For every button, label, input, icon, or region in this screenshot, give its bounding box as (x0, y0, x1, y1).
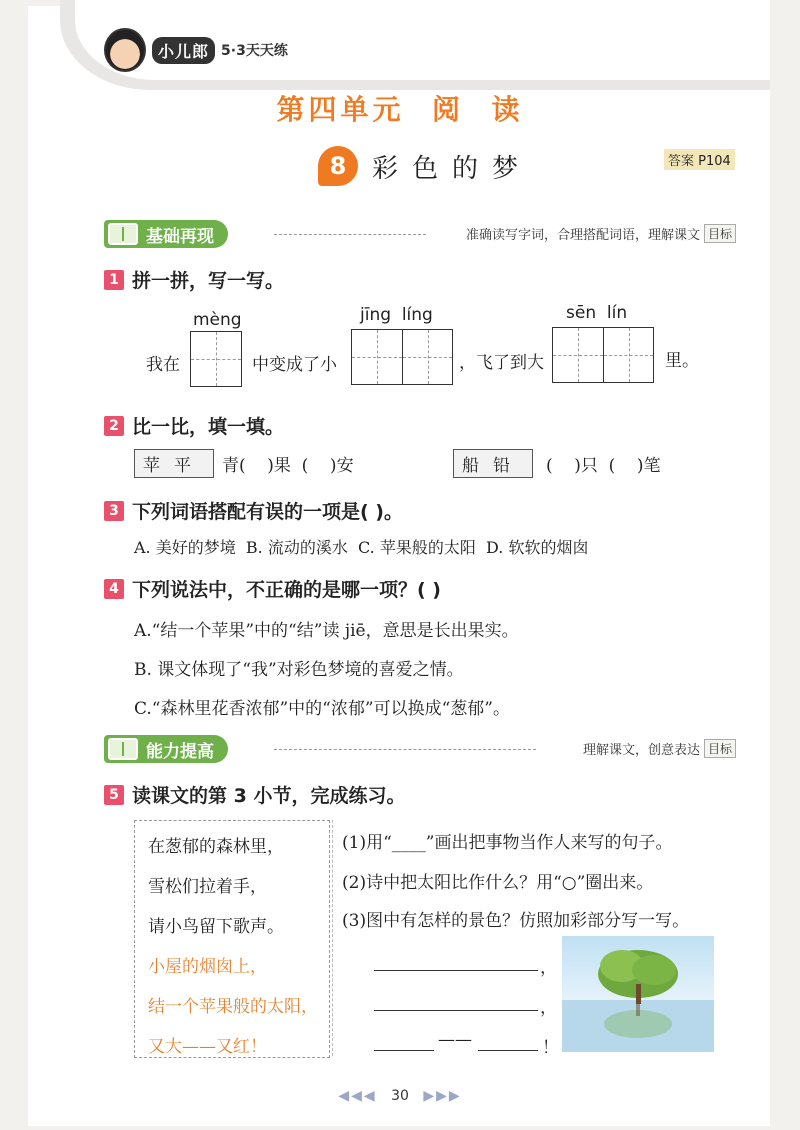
brand-name: 小儿郎 (152, 37, 215, 64)
punctuation-dash: —— (438, 1030, 472, 1050)
section-divider (274, 749, 536, 750)
q2-fill-1[interactable]: 青( )果 ( )安 (222, 456, 354, 476)
answer-blank[interactable] (374, 970, 538, 971)
punctuation-comma: ， (540, 998, 557, 1018)
writing-grid-meng[interactable] (190, 331, 242, 387)
question-2 (104, 412, 284, 439)
answer-blank[interactable] (374, 1050, 434, 1051)
question-number: 5 (104, 785, 124, 805)
q4-option-a: A.“结一个苹果”中的“结”读 jiē，意思是长出果实。 (134, 621, 519, 641)
char-compare-box-1: 苹平 (134, 449, 214, 478)
lesson-heading (318, 146, 532, 186)
char-compare-box-2: 船铅 (453, 449, 533, 478)
poem-line-highlighted: 又大——又红！ (148, 1037, 267, 1057)
q5-task-2: (2)诗中把太阳比作什么？用“○”圈出来。 (342, 873, 654, 893)
writing-cell[interactable] (352, 330, 402, 384)
next-arrows-icon: ▶▶▶ (423, 1088, 462, 1104)
question-number: 2 (104, 416, 124, 436)
section-ability-badge (104, 735, 228, 763)
question-title: 读课文的第 3 小节，完成练习。 (132, 785, 406, 807)
poem-line: 请小鸟留下歌声。 (148, 917, 284, 937)
section-basic-badge (104, 220, 228, 248)
book-icon (108, 223, 138, 245)
pinyin-jingling: jīng líng (360, 305, 433, 325)
section-basic-goal (462, 224, 736, 243)
q1-text-2: 中变成了小 (252, 355, 337, 375)
pinyin-senlin: sēn lín (566, 303, 628, 323)
question-1 (104, 266, 284, 293)
writing-grid-jingling[interactable] (351, 329, 453, 385)
prev-arrows-icon: ◀◀◀ (338, 1088, 377, 1104)
poem-line-highlighted: 小屋的烟囱上， (148, 957, 267, 977)
brand-logo (104, 28, 288, 72)
q4-option-c: C.“森林里花香浓郁”中的“浓郁”可以换成“葱郁”。 (134, 699, 510, 719)
goal-tag: 目标 (704, 739, 736, 758)
q2-fill-2[interactable]: ( )只 ( )笔 (546, 456, 661, 476)
question-number: 3 (104, 501, 124, 521)
question-3 (104, 497, 403, 524)
question-title: 拼一拼，写一写。 (132, 270, 285, 292)
writing-cell[interactable] (553, 328, 603, 382)
section-ability (104, 735, 736, 765)
q4-option-b: B. 课文体现了“我”对彩色梦境的喜爱之情。 (134, 660, 464, 680)
punctuation-comma: ， (540, 958, 557, 978)
lesson-title: 彩色的梦 (372, 153, 533, 184)
question-number: 4 (104, 579, 124, 599)
section-basic-label: 基础再现 (146, 226, 214, 247)
page-footer (0, 1088, 800, 1104)
pinyin-meng: mèng (193, 310, 242, 330)
section-ability-goal-text: 理解课文，创意表达 (582, 743, 700, 758)
section-basic-goal-text: 准确读写字词，合理搭配词语，理解课文 (465, 228, 700, 243)
writing-cell[interactable] (191, 332, 241, 386)
q1-text-1: 我在 (146, 355, 180, 375)
book-icon (108, 738, 138, 760)
q1-text-3: ，飞了到大 (459, 353, 544, 373)
writing-cell[interactable] (603, 328, 653, 382)
q1-text-4: 里。 (665, 351, 699, 371)
lesson-number-badge: 8 (318, 146, 358, 186)
question-title: 比一比，填一填。 (132, 416, 285, 438)
section-basic (104, 220, 736, 250)
column-divider (332, 820, 333, 1056)
question-5 (104, 781, 405, 808)
mascot-icon (104, 28, 146, 72)
question-number: 1 (104, 270, 124, 290)
goal-tag: 目标 (704, 224, 736, 243)
poem-line: 在葱郁的森林里， (148, 837, 284, 857)
poem-line: 雪松们拉着手， (148, 877, 267, 897)
q3-options: A. 美好的梦境 B. 流动的溪水 C. 苹果般的太阳 D. 软软的烟囱 (134, 538, 589, 557)
section-ability-label: 能力提高 (146, 741, 214, 762)
page-number: 30 (391, 1088, 409, 1104)
answer-blank[interactable] (478, 1050, 538, 1051)
answer-blank[interactable] (374, 1010, 538, 1011)
section-ability-goal (579, 739, 736, 758)
writing-grid-senlin[interactable] (552, 327, 654, 383)
question-title: 下列说法中，不正确的是哪一项？( ) (132, 579, 441, 601)
question-title: 下列词语搭配有误的一项是( )。 (132, 501, 403, 523)
q5-task-3: (3)图中有怎样的景色？仿照加彩部分写一写。 (342, 911, 690, 931)
answer-page-reference: 答案 P104 (664, 149, 735, 170)
question-4 (104, 575, 441, 602)
punctuation-exclamation: ！ (542, 1038, 559, 1058)
q5-task-1: (1)用“____”画出把事物当作人来写的句子。 (342, 833, 673, 853)
unit-title: 第四单元 阅 读 (276, 93, 524, 126)
brand-subtitle: 5·3天天练 (221, 43, 288, 59)
writing-cell[interactable] (402, 330, 452, 384)
tree-scenery-image (562, 936, 714, 1052)
section-divider (274, 234, 426, 235)
poem-line-highlighted: 结一个苹果般的太阳， (148, 997, 318, 1017)
